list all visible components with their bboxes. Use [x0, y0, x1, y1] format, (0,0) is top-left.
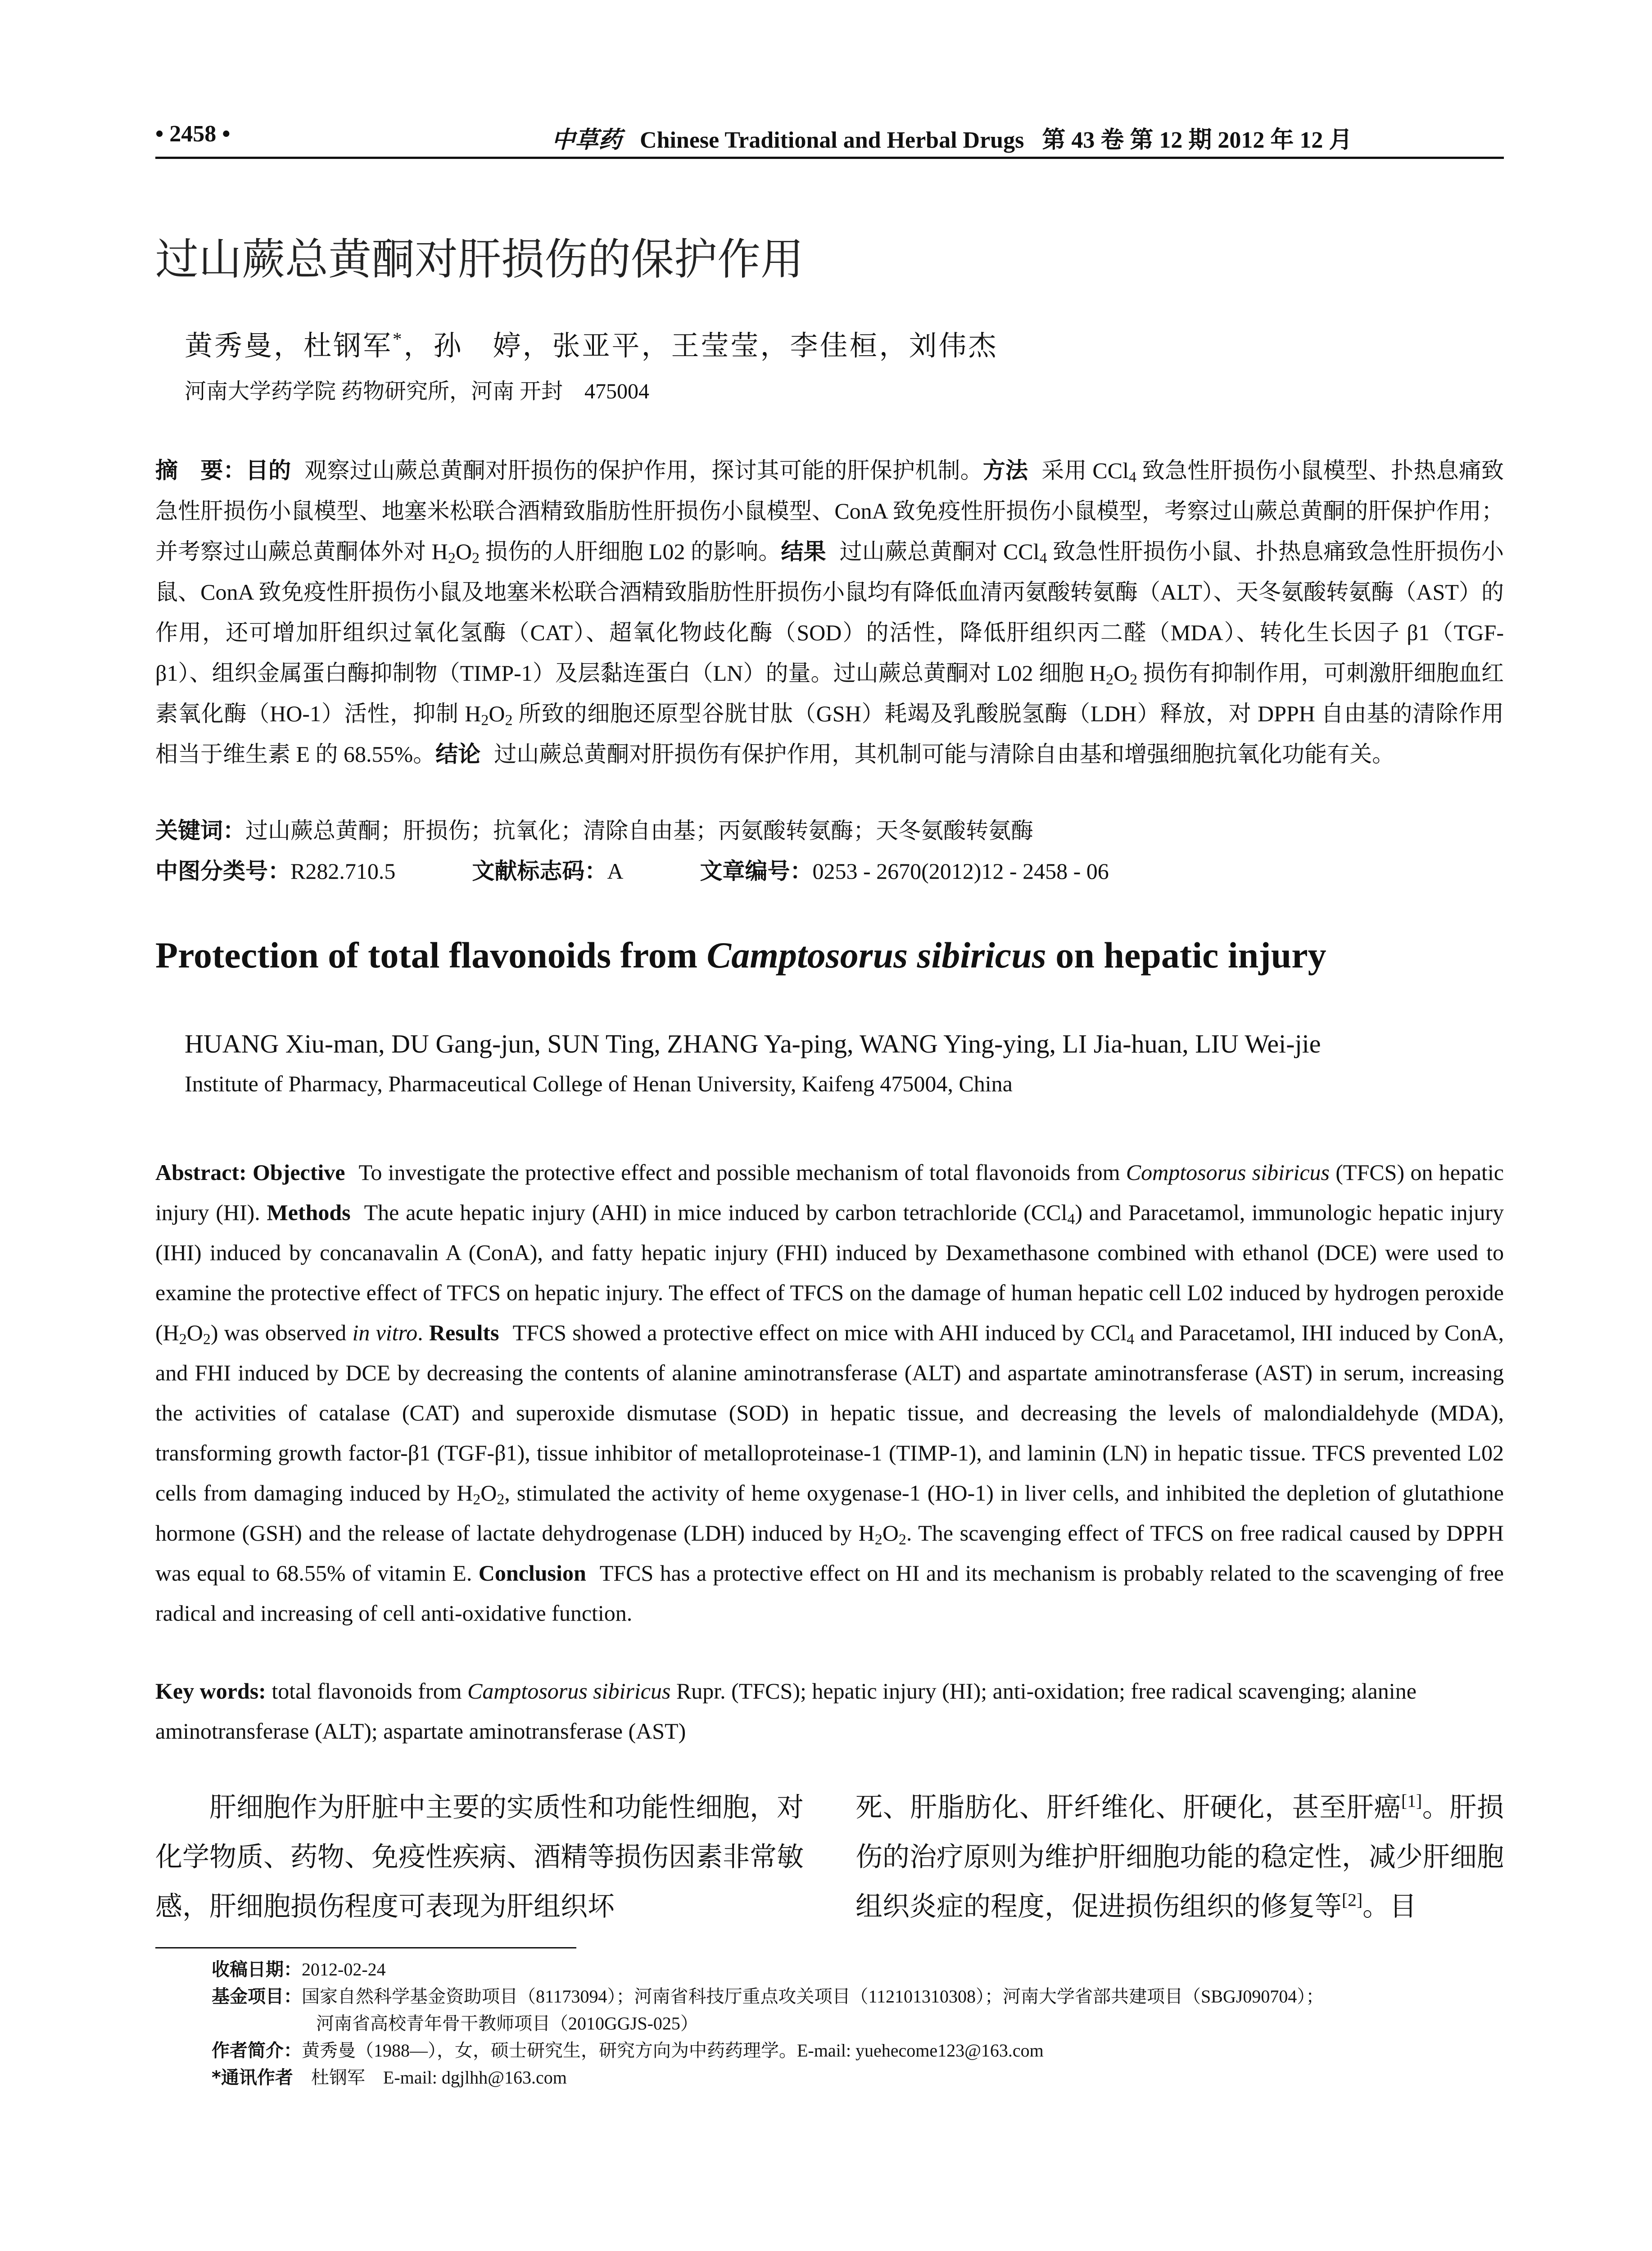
results-cn-text-4: 损伤有抑制作用，可刺激肝细胞血红素氧化酶（HO-1）活性，抑制 H [155, 660, 1504, 726]
methods-en-text-1: The acute hepatic injury (AHI) in mice induced by carbon tetrachloride (CCl [364, 1200, 1068, 1225]
footnote-rule [155, 1947, 576, 1948]
keywords-en [155, 1671, 1504, 1751]
authors-cn [185, 323, 998, 363]
clc-label: 中图分类号： [155, 858, 290, 884]
conclusion-en-text: TFCS has a protective effect on HI and its mechanism is probably related to the scavenging of free radical and increasing of cell anti-oxidative function. [155, 1560, 1504, 1626]
objective-en-label: Objective [252, 1160, 345, 1185]
journal-title [552, 121, 1352, 154]
objective-cn-label: 目的 [245, 457, 291, 484]
conclusion-cn-label: 结论 [435, 741, 481, 767]
footnote-received [212, 1956, 1504, 1983]
subscript: 2 [481, 712, 489, 729]
body-text-3: 。目 [1362, 1892, 1417, 1921]
article-title-en [155, 934, 1326, 976]
footnotes [212, 1956, 1504, 2091]
body-column-right [855, 1783, 1504, 1931]
running-header [155, 121, 1504, 157]
abstract-en-label: Abstract: [155, 1160, 253, 1185]
results-cn-text-2: 致急性肝损伤小鼠、扑热息痛致急性肝损伤小鼠、ConA 致免疫性肝损伤小鼠及地塞米松联合酒精致脂肪性肝损伤小鼠均有降低血清丙氨酸转氨酶（ALT）、天冬氨酸转氨酶（AST）的作用，还可增加肝组织过氧化氢酶（CAT）、超氧化物歧化酶（SOD）的活性，降低肝组织丙二醛（MDA）、转化生长因子 β1（TGF-β1）、组织金属蛋白酶抑制物（TIMP-1）及层黏连蛋白（LN）的量。过山蕨总黄酮对 L02 细胞 H [155, 539, 1504, 686]
received-label: 收稿日期： [212, 1959, 302, 1980]
keywords-en-label: Key words: [155, 1678, 272, 1704]
footnote-corresponding [212, 2064, 1504, 2091]
authors-en: HUANG Xiu-man, DU Gang-jun, SUN Ting, ZHANG Ya-ping, WANG Ying-ying, LI Jia-huan, LIU Wei-jie [185, 1029, 1321, 1058]
fund-label: 基金项目： [212, 1986, 302, 2007]
subscript: 2 [1130, 671, 1138, 688]
body-text-1: 死、肝脂肪化、肝纤维化、肝硬化，甚至肝癌 [855, 1793, 1402, 1822]
methods-cn-text-3: O [455, 539, 472, 564]
doc-code-value: A [607, 859, 624, 884]
methods-cn-label: 方法 [982, 457, 1028, 484]
results-en-text-6: . The scavenging effect of TFCS on free radical caused by DPPH was equal to 68.55% of vitamin E. [155, 1520, 1504, 1586]
body-column-left [155, 1783, 804, 1931]
subscript: 2 [874, 1531, 883, 1548]
abstract-en [155, 1153, 1504, 1633]
objective-en-text-1: To investigate the protective effect and possible mechanism of total flavonoids from [358, 1160, 1126, 1185]
subscript: 2 [1105, 671, 1113, 688]
page-number: • 2458 • [155, 121, 231, 147]
abstract-cn-label: 摘 要： [155, 457, 246, 484]
classification-cn [155, 851, 1504, 891]
objective-en-species: Comptosorus sibiricus [1126, 1160, 1330, 1185]
authors-cn-rest: ，孙 婷，张亚平，王莹莹，李佳桓，刘伟杰 [403, 331, 998, 362]
subscript: 4 [1129, 469, 1137, 486]
corresponding-label: *通讯作者 [212, 2067, 311, 2088]
clc-value: R282.710.5 [290, 859, 396, 884]
methods-en-text-2: ) and Paracetamol, immunologic hepatic injury (IHI) induced by concanavalin A (ConA), and fatty hepatic injury (FHI) induced by Dexamethasone combined with ethanol (DCE) were used to examine the protective effect of TFCS on hepatic injury. The effect of TFCS on the damage of human hepatic cell L02 induced by hydrogen peroxide (H [155, 1200, 1504, 1345]
received-date: 2012-02-24 [302, 1959, 386, 1980]
corresponding-mark: * [393, 329, 404, 349]
title-en-part-1: Protection of total flavonoids from [155, 935, 707, 976]
body-paragraph: 肝细胞作为肝脏中主要的实质性和功能性细胞，对化学物质、药物、免疫性疾病、酒精等损伤因素非常敏感，肝细胞损伤程度可表现为肝组织坏 [155, 1793, 804, 1921]
subscript: 4 [1039, 550, 1047, 567]
title-en-part-2: on hepatic injury [1046, 935, 1326, 976]
methods-en-text-5: . [417, 1320, 429, 1345]
results-en-text-2: and Paracetamol, IHI induced by ConA, and FHI induced by DCE by decreasing the contents of alanine aminotransferase (ALT) and aspartate aminotransferase (AST) in serum, increasing the activities of catalase (CAT) and superoxide dismutase (SOD) in hepatic tissue, and decreasing the levels of malondialdehyde (MDA), transforming growth factor-β1 (TGF-β1), tissue inhibitor of metalloproteinase-1 (TIMP-1), and laminin (LN) in hepatic tissue. TFCS prevented L02 cells from damaging induced by H [155, 1320, 1504, 1505]
methods-en-label: Methods [267, 1200, 351, 1225]
affiliation-cn: 河南大学药学院 药物研究所，河南 开封 475004 [185, 380, 650, 403]
body-text-2: 。肝损伤的治疗原则为维护肝细胞功能的稳定性，减少肝细胞组织炎症的程度，促进损伤组织的修复等 [855, 1793, 1504, 1921]
doc-code-label: 文献标志码： [472, 858, 607, 884]
keywords-en-text-1: total flavonoids from [272, 1678, 467, 1704]
title-en-species: Camptosorus sibiricus [706, 935, 1046, 976]
in-vitro-text: in vitro [352, 1320, 418, 1345]
results-cn-text-1: 过山蕨总黄酮对 CCl [839, 539, 1040, 564]
citation-ref: [1] [1401, 1791, 1422, 1811]
article-no-label: 文章编号： [700, 858, 813, 884]
volume-issue: 第 43 卷 第 12 期 2012 年 12 月 [1042, 127, 1353, 153]
results-en-text-3: O [480, 1480, 497, 1505]
article-no-value: 0253 - 2670(2012)12 - 2458 - 06 [812, 859, 1109, 884]
results-en-text-1: TFCS showed a protective effect on mice with AHI induced by CCl [512, 1320, 1127, 1345]
conclusion-cn-text: 过山蕨总黄酮对肝损伤有保护作用，其机制可能与清除自由基和增强细胞抗氧化功能有关。 [494, 741, 1395, 767]
results-cn-text-3: O [1113, 660, 1130, 686]
authors-cn-first: 黄秀曼，杜钢军 [185, 331, 393, 362]
keywords-cn-text: 过山蕨总黄酮；肝损伤；抗氧化；清除自由基；丙氨酸转氨酶；天冬氨酸转氨酶 [245, 818, 1033, 843]
subscript: 2 [898, 1531, 906, 1548]
results-en-text-4: , stimulated the activity of heme oxygenase-1 (HO-1) in liver cells, and inhibited the depletion of glutathione hormone (GSH) and the release of lactate dehydrogenase (LDH) induced by H [155, 1480, 1504, 1546]
author-intro-text: 黄秀曼（1988—），女，硕士研究生，研究方向为中药药理学。E-mail: yuehecome123@163.com [302, 2040, 1044, 2061]
results-cn-text-5: O [489, 701, 505, 726]
article-title-cn: 过山蕨总黄酮对肝损伤的保护作用 [155, 234, 804, 285]
methods-en-text-4: ) was observed [210, 1320, 353, 1345]
subscript: 4 [1067, 1211, 1075, 1228]
keywords-cn [155, 810, 1504, 851]
subscript: 2 [505, 712, 513, 729]
journal-title-cn: 中草药 [552, 127, 622, 153]
abstract-cn [155, 450, 1504, 774]
results-cn-text-6: 所致的细胞还原型谷胱甘肽（GSH）耗竭及乳酸脱氢酶（LDH）释放，对 DPPH 自由基的清除作用相当于维生素 E 的 68.55%。 [155, 701, 1504, 767]
footnote-fund [212, 1983, 1504, 2010]
subscript: 2 [497, 1491, 505, 1508]
methods-cn-text-2: 致急性肝损伤小鼠模型、扑热息痛致急性肝损伤小鼠模型、地塞米松联合酒精致脂肪性肝损伤小鼠模型、ConA 致免疫性肝损伤小鼠模型，考察过山蕨总黄酮的肝保护作用；并考察过山蕨总黄酮体外对 H [155, 458, 1504, 564]
subscript: 2 [179, 1331, 187, 1348]
subscript: 2 [473, 1491, 481, 1508]
objective-en-text-2: (TFCS) on hepatic injury (HI). [155, 1160, 1504, 1225]
methods-cn-text-4: 损伤的人肝细胞 L02 的影响。 [480, 539, 781, 564]
author-intro-label: 作者简介： [212, 2040, 302, 2061]
subscript: 2 [203, 1331, 211, 1348]
subscript: 4 [1127, 1331, 1135, 1348]
keywords-cn-label: 关键词： [155, 818, 245, 844]
methods-cn-text-1: 采用 CCl [1041, 458, 1129, 483]
subscript: 2 [448, 550, 456, 567]
results-en-text-5: O [882, 1520, 899, 1546]
methods-en-text-3: O [186, 1320, 203, 1345]
keywords-en-text-2: Rupr. (TFCS); hepatic injury (HI); anti-oxidation; free radical scavenging; alanine aminotransferase (ALT); aspartate aminotransferase (AST) [155, 1678, 1417, 1744]
affiliation-en: Institute of Pharmacy, Pharmaceutical College of Henan University, Kaifeng 475004, China [185, 1071, 1013, 1096]
footnote-author [212, 2037, 1504, 2064]
objective-cn-text: 观察过山蕨总黄酮对肝损伤的保护作用，探讨其可能的肝保护机制。 [304, 458, 983, 483]
fund-text: 国家自然科学基金资助项目（81173094）；河南省科技厅重点攻关项目（112101310308）；河南大学省部共建项目（SBGJ090704）； [302, 1986, 1324, 2007]
corresponding-text: 杜钢军 E-mail: dgjlhh@163.com [311, 2067, 567, 2088]
header-rule [155, 157, 1504, 159]
footnote-fund-continued: 河南省高校青年骨干教师项目（2010GGJS-025） [316, 2013, 698, 2034]
journal-title-en: Chinese Traditional and Herbal Drugs [640, 127, 1024, 153]
results-cn-label: 结果 [781, 538, 826, 565]
subscript: 2 [472, 550, 480, 567]
conclusion-en-label: Conclusion [478, 1560, 586, 1586]
results-en-label: Results [429, 1320, 499, 1345]
citation-ref: [2] [1342, 1890, 1363, 1910]
keywords-en-species: Camptosorus sibiricus [467, 1678, 671, 1704]
